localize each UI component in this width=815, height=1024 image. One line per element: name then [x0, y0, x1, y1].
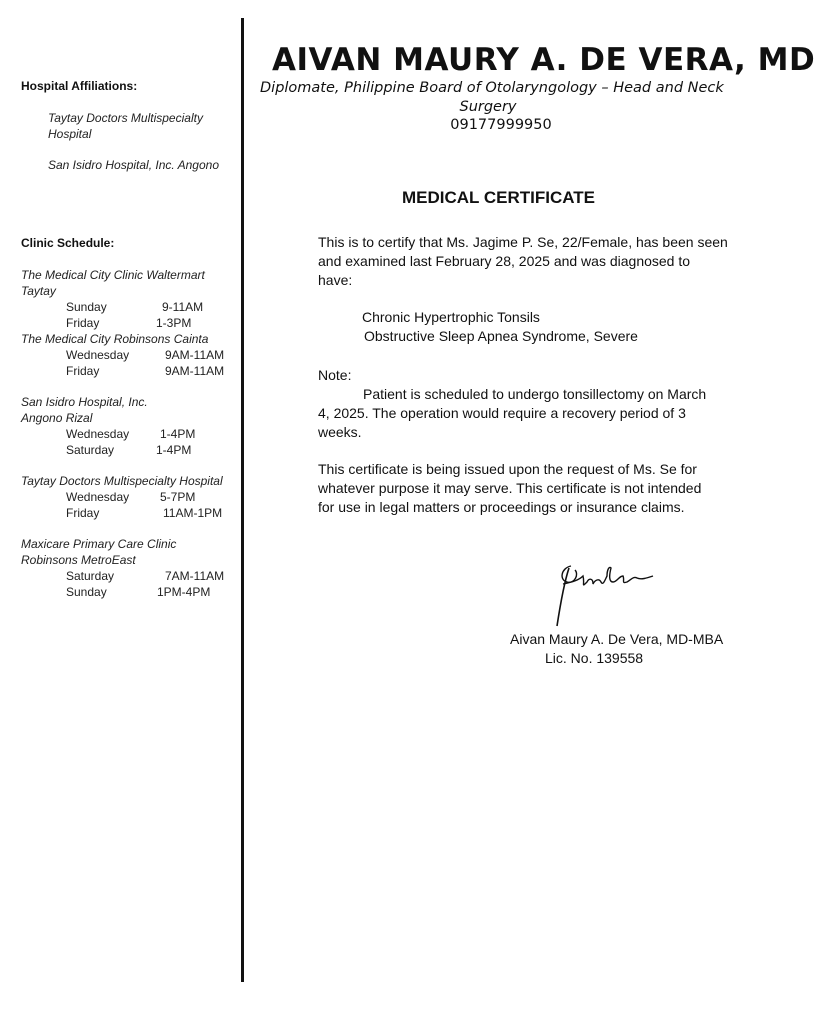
credentials-line: Surgery — [459, 99, 517, 115]
schedule-row — [21, 299, 241, 315]
schedule-time: 9AM-11AM — [165, 348, 225, 362]
schedule-row — [21, 363, 241, 379]
affiliations-heading: Hospital Affiliations: — [21, 79, 138, 93]
schedule-day: Wednesday — [66, 348, 130, 362]
closing-paragraph — [318, 460, 728, 517]
hospital-name-line: Hospital — [48, 127, 92, 141]
schedule-day: Wednesday — [66, 490, 130, 504]
hospital-affiliation — [48, 157, 228, 173]
schedule-location: Angono Rizal — [21, 411, 93, 425]
schedule-block — [21, 394, 241, 458]
doctor-phone: 09177999950 — [450, 117, 552, 133]
schedule-row — [21, 505, 241, 521]
signature-image — [553, 560, 663, 632]
paragraph-line: This is to certify that Ms. Jagime P. Se, 22/Female, has been seen — [318, 234, 728, 250]
diagnosis-item: Obstructive Sleep Apnea Syndrome, Severe — [364, 328, 638, 344]
intro-paragraph — [318, 233, 728, 290]
schedule-time: 1-4PM — [160, 427, 196, 441]
schedule-row — [21, 584, 241, 600]
schedule-location: San Isidro Hospital, Inc. — [21, 395, 148, 409]
schedule-block — [21, 267, 241, 331]
schedule-row — [21, 426, 241, 442]
paragraph-line: This certificate is being issued upon the request of Ms. Se for — [318, 461, 697, 477]
doctor-credentials — [258, 79, 728, 117]
license-number: Lic. No. 139558 — [545, 650, 644, 666]
schedule-day: Friday — [66, 364, 100, 378]
vertical-divider — [241, 18, 244, 982]
paragraph-line: whatever purpose it may serve. This certificate is not intended — [318, 480, 702, 496]
paragraph-line: 4, 2025. The operation would require a recovery period of 3 — [318, 405, 686, 421]
schedule-time: 9-11AM — [162, 300, 204, 314]
doctor-name: AIVAN MAURY A. DE VERA, MD — [272, 42, 815, 78]
certificate-title: MEDICAL CERTIFICATE — [402, 188, 595, 207]
schedule-day: Saturday — [66, 443, 115, 457]
note-label: Note: — [318, 367, 352, 383]
schedule-time: 1-4PM — [156, 443, 192, 457]
paragraph-line: weeks. — [318, 424, 362, 440]
credentials-line: Diplomate, Philippine Board of Otolaryngology – Head and Neck — [260, 80, 724, 96]
schedule-time: 9AM-11AM — [165, 364, 225, 378]
schedule-time: 11AM-1PM — [163, 506, 223, 520]
schedule-day: Wednesday — [66, 427, 130, 441]
schedule-block — [21, 536, 241, 600]
paragraph-line: and examined last February 28, 2025 and was diagnosed to — [318, 253, 691, 269]
hospital-affiliation — [48, 110, 228, 142]
schedule-day: Sunday — [66, 585, 107, 599]
sidebar — [0, 0, 240, 1024]
schedule-row — [21, 568, 241, 584]
diagnosis-item: Chronic Hypertrophic Tonsils — [362, 309, 540, 325]
schedule-day: Friday — [66, 316, 100, 330]
schedule-location: The Medical City Clinic Waltermart Taytay — [21, 268, 205, 298]
schedule-day: Friday — [66, 506, 100, 520]
schedule-row — [21, 442, 241, 458]
schedule-location: The Medical City Robinsons Cainta — [21, 332, 209, 346]
schedule-row — [21, 347, 241, 363]
paragraph-line: have: — [318, 272, 353, 288]
diagnosis-list — [362, 308, 638, 346]
schedule-block — [21, 331, 241, 379]
hospital-name-line: San Isidro Hospital, Inc. Angono — [48, 158, 219, 172]
schedule-location: Taytay Doctors Multispecialty Hospital — [21, 474, 223, 488]
schedule-heading: Clinic Schedule: — [21, 236, 115, 250]
signatory-name: Aivan Maury A. De Vera, MD-MBA — [510, 631, 724, 647]
schedule-time: 1-3PM — [156, 316, 192, 330]
note-text: Patient is scheduled to undergo tonsillectomy on March — [363, 386, 707, 402]
schedule-day: Saturday — [66, 569, 115, 583]
schedule-location: Maxicare Primary Care Clinic — [21, 537, 177, 551]
paragraph-line — [318, 385, 728, 404]
schedule-day: Sunday — [66, 300, 107, 314]
note-section — [318, 366, 728, 442]
schedule-row — [21, 315, 241, 331]
schedule-block — [21, 473, 241, 521]
schedule-time: 5-7PM — [160, 490, 196, 504]
schedule-row — [21, 489, 241, 505]
schedule-time: 1PM-4PM — [157, 585, 211, 599]
paragraph-line: for use in legal matters or proceedings or insurance claims. — [318, 499, 685, 515]
schedule-location: Robinsons MetroEast — [21, 553, 136, 567]
hospital-name-line: Taytay Doctors Multispecialty — [48, 111, 203, 125]
schedule-time: 7AM-11AM — [165, 569, 225, 583]
